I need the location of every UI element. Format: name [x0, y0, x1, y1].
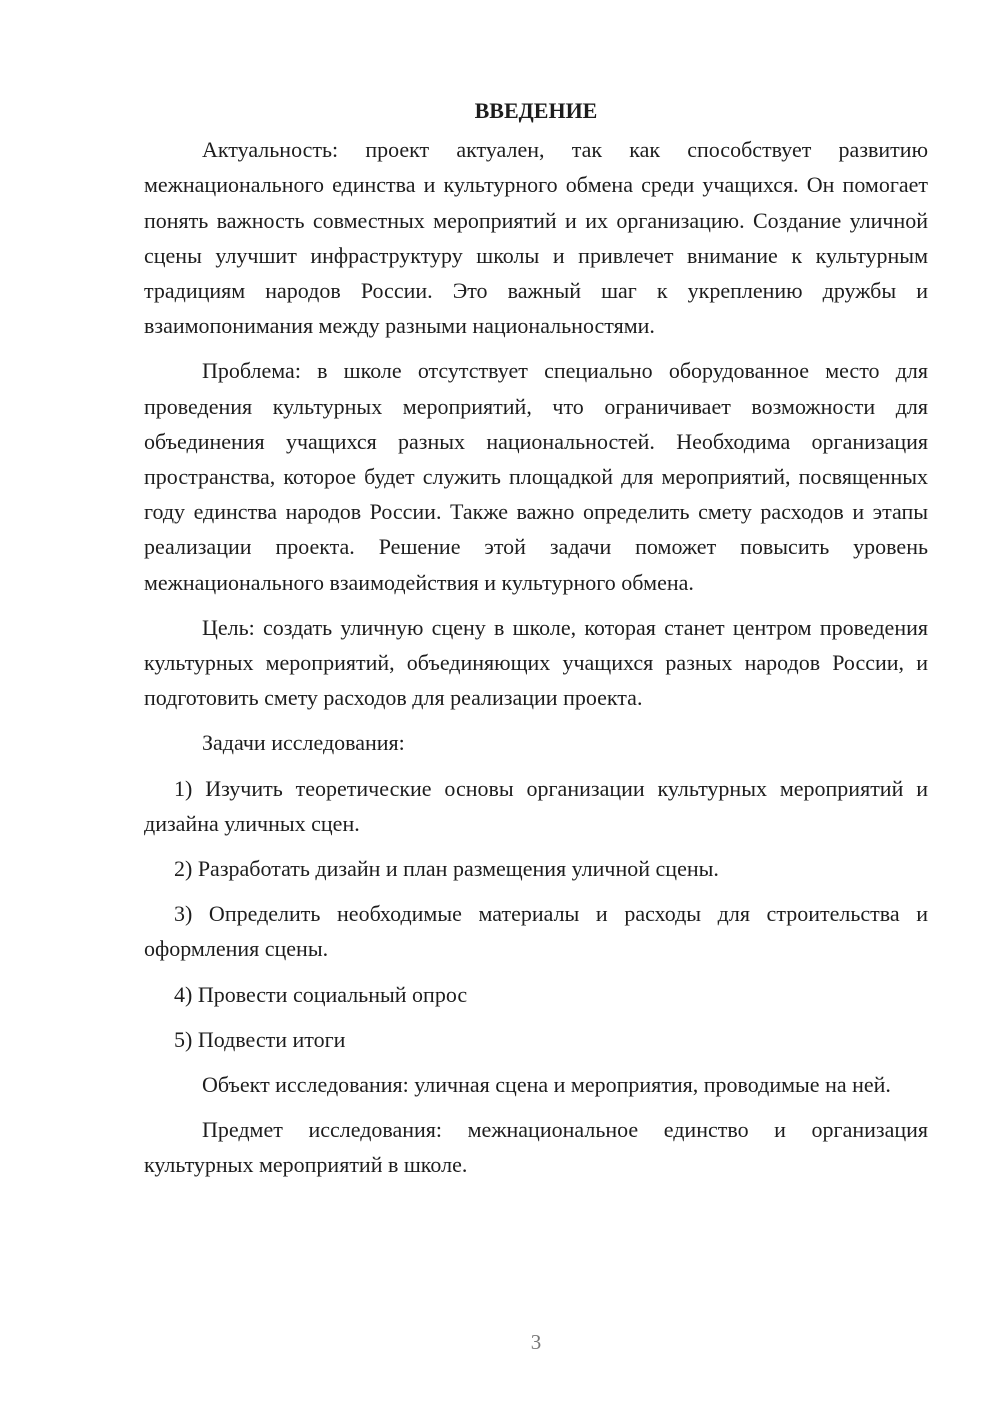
task-item: 5) Подвести итоги — [174, 1026, 346, 1052]
object-paragraph: Объект исследования: уличная сцена и мероприятия, проводимые на ней. — [202, 1072, 891, 1098]
task-item: 3) Определить необходимые материалы и расходы для строительства и оформления сцены. — [144, 901, 928, 962]
goal-paragraph: Цель: создать уличную сцену в школе, которая станет центром проведения культурных мероприятий, объединяющих учащихся разных народов России, и подготовить смету расходов для реализации проекта. — [144, 614, 928, 711]
task-item: 1) Изучить теоретические основы организации культурных мероприятий и дизайна уличных сцен. — [144, 775, 928, 836]
tasks-heading: Задачи исследования: — [202, 730, 405, 756]
section-title: ВВЕДЕНИЕ — [474, 98, 598, 123]
problem-paragraph: Проблема: в школе отсутствует специально оборудованное место для проведения культурных мероприятий, что ограничивает возможности для объединения учащихся разных национальностей. Необходима организация пространства, которое будет служить площадкой для мероприятий, посвященных году единства народов России. Также важно определить смету расходов и этапы реализации проекта. Решение этой задачи поможет повысить уровень межнационального взаимодействия и культурного обмена. — [144, 358, 928, 595]
task-item: 4) Провести социальный опрос — [174, 981, 468, 1007]
task-item: 2) Разработать дизайн и план размещения уличной сцены. — [174, 856, 719, 882]
page-number: 3 — [530, 1330, 542, 1354]
subject-paragraph: Предмет исследования: межнациональное единство и организация культурных мероприятий в школе. — [144, 1117, 928, 1178]
page-body — [144, 93, 928, 1193]
relevance-paragraph: Актуальность: проект актуален, так как способствует развитию межнационального единства и культурного обмена среди учащихся. Он помогает понять важность совместных мероприятий и их организацию. Создание уличной сцены улучшит инфраструктуру школы и привлечет внимание к культурным традициям народов России. Это важный шаг к укреплению дружбы и взаимопонимания между разными национальностями. — [144, 137, 928, 339]
